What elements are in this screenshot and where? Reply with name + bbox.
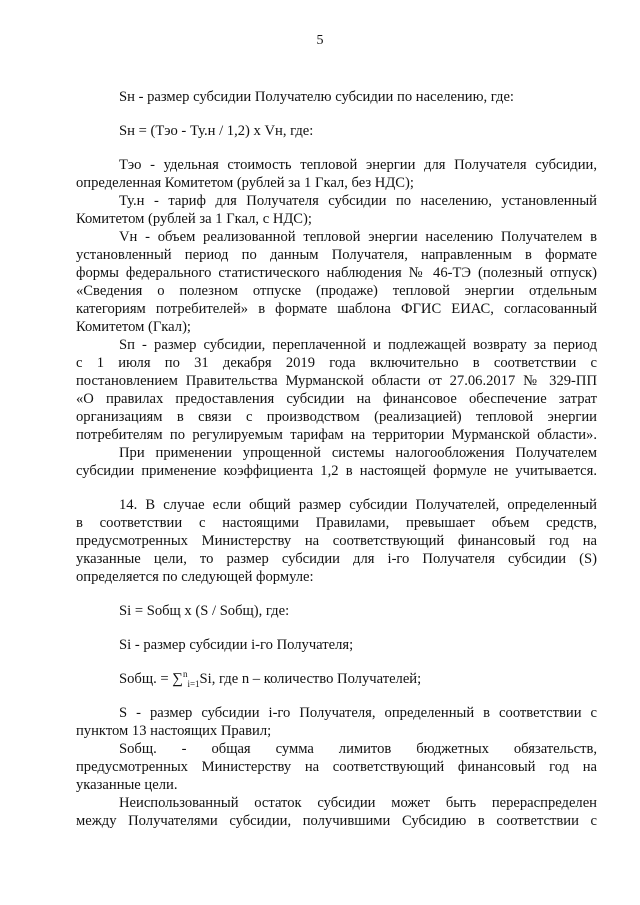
text-line: категориям потребителей» в формате шаблона ФГИС ЕИАС, согласованный [76,301,597,317]
sigma-lower-limit: i=1 [187,678,200,689]
formula-si: Si = Sобщ х (S / Sобщ), где: [119,603,290,619]
text-line: определенная Комитетом (рублей за 1 Гкал, без НДС); [76,175,414,191]
sigma-symbol: ∑ [172,671,183,687]
si-definition: Si - размер субсидии i-го Получателя; [119,637,354,653]
text-line: организациям в связи с производством (реализацией) тепловой энергии [76,409,597,425]
text-line: Комитетом (рублей за 1 Гкал, с НДС); [76,211,312,227]
clause-14-line: предусмотренных Министерству на соответствующий финансовый год на [76,533,597,549]
text-line: потребителям по регулируемым тарифам на территории Мурманской области». [76,427,597,443]
text-line: с 1 июля по 31 декабря 2019 года включительно в соответствии с [76,355,597,371]
clause-14-line: определяется по следующей формуле: [76,569,314,585]
clause-14-line: указанные цели, то размер субсидии для i-го Получателя субсидии (S) [76,551,597,567]
page-number: 5 [316,33,324,48]
text-line: Sобщ. - общая сумма лимитов бюджетных обязательств, [119,741,597,757]
text-line: S - размер субсидии i-го Получателя, определенный в соответствии с [119,705,597,721]
clause-14-line: в соответствии с настоящими Правилами, превышает объем средств, [76,515,597,531]
text-line: пунктом 13 настоящих Правил; [76,723,272,739]
formula-sobsh [119,670,597,688]
text-line: субсидии применение коэффициента 1,2 в настоящей формуле не учитывается. [76,463,597,479]
text-line: Vн - объем реализованной тепловой энергии населению Получателем в [119,229,597,245]
text-line: Ту.н - тариф для Получателя субсидии по населению, установленный [119,193,597,209]
text-line: «О правилах предоставления субсидии на финансовое обеспечение затрат [76,391,597,407]
text-line: указанные цели. [76,777,178,793]
formula-sobsh-right: Si, где n – количество Получателей; [199,671,422,687]
text-line: формы федерального статистического наблюдения № 46-ТЭ (полезный отпуск) [76,265,597,281]
formula-sn: Sн = (Тэо - Ту.н / 1,2) х Vн, где: [119,123,314,139]
text-line: постановлением Правительства Мурманской области от 27.06.2017 № 329-ПП [76,373,597,389]
text-line: предусмотренных Министерству на соответствующий финансовый год на [76,759,597,775]
formula-sn-label: Sн - размер субсидии Получателю субсидии по населению, где: [119,89,514,105]
text-line: «Сведения о полезном отпуске (продаже) тепловой энергии отдельным [76,283,597,299]
text-line: между Получателями субсидии, получившими Субсидию в соответствии с [76,813,597,829]
formula-sobsh-left: Sобщ. = [119,671,173,687]
text-line: Тэо - удельная стоимость тепловой энергии для Получателя субсидии, [119,157,597,173]
text-line: При применении упрощенной системы налогообложения Получателем [119,445,597,461]
text-line: Комитетом (Гкал); [76,319,191,335]
clause-14-line: 14. В случае если общий размер субсидии Получателей, определенный [119,497,597,513]
text-line: установленный период по данным Получателя, направленным в формате [76,247,597,263]
text-line: Неиспользованный остаток субсидии может быть перераспределен [119,795,597,811]
text-line: Sп - размер субсидии, переплаченной и подлежащей возврату за период [119,337,597,353]
sigma-upper-limit: n [182,669,188,680]
